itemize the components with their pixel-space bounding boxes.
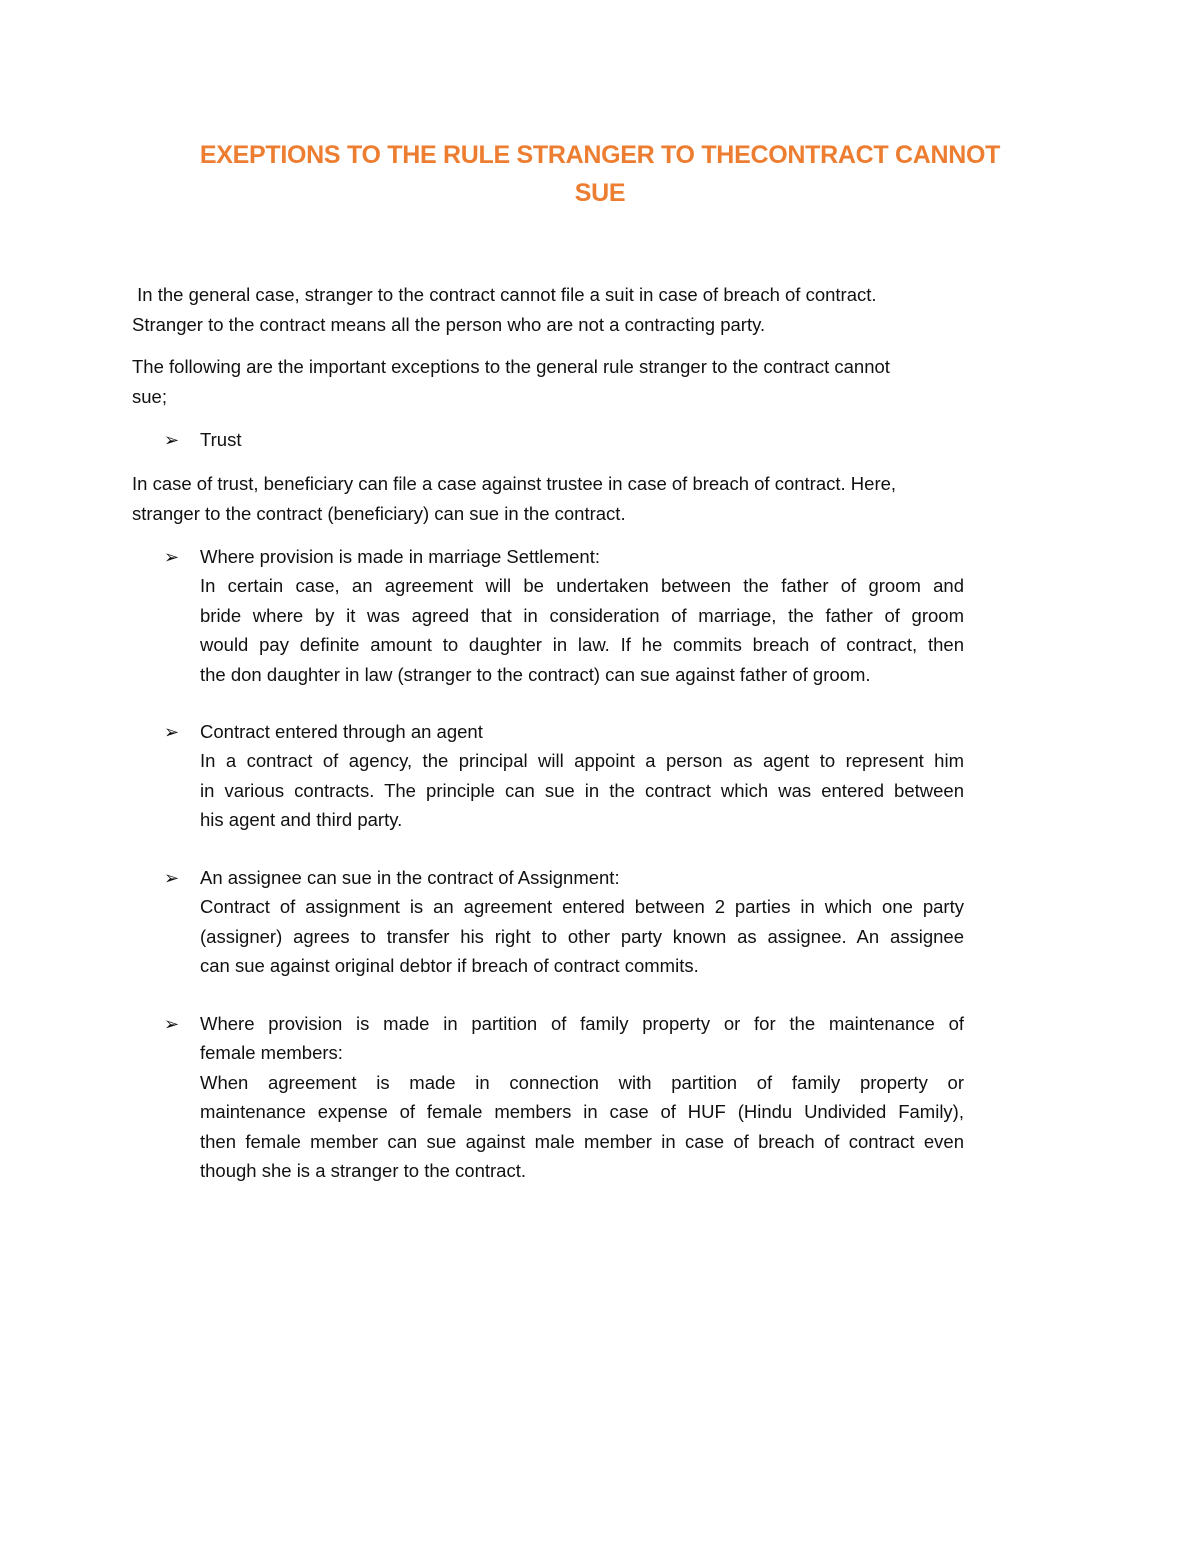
intro-line-1: In the general case, stranger to the contract cannot file a suit in case of breach of contract. — [132, 284, 877, 305]
partition-paragraph — [200, 1038, 964, 1186]
trust-line-2: stranger to the contract (beneficiary) can sue in the contract. — [132, 502, 626, 524]
title-line-2: SUE — [574, 179, 626, 207]
partition-line: When agreement is made in connection with partition of family property or — [200, 1071, 964, 1093]
title-line-1: EXEPTIONS TO THE RULE STRANGER TO THECONTRACT CANNOT — [199, 141, 1001, 169]
assignee-paragraph — [200, 892, 964, 981]
partition-line: then female member can sue against male member in case of breach of contract even — [200, 1130, 964, 1152]
partition-heading-line-1: Where provision is made in partition of family property or for the maintenance of — [200, 1013, 964, 1034]
following-line-1: The following are the important exceptions to the general rule stranger to the contract cannot — [132, 356, 890, 377]
assignee-heading: An assignee can sue in the contract of Assignment: — [200, 867, 620, 888]
bullet-trust — [164, 425, 241, 456]
arrow-bullet-icon: ➢ — [164, 722, 180, 743]
bullet-marriage — [164, 542, 600, 573]
marriage-heading: Where provision is made in marriage Settlement: — [200, 546, 600, 567]
agent-line: In a contract of agency, the principal will appoint a person as agent to represent him — [200, 750, 964, 771]
assignee-line: (assigner) agrees to transfer his right to other party known as assignee. An assignee — [200, 925, 964, 947]
bullet-agent — [164, 717, 483, 748]
trust-heading: Trust — [200, 429, 242, 450]
trust-line-1: In case of trust, beneficiary can file a case against trustee in case of breach of contract. Here, — [132, 473, 897, 494]
assignee-line: can sue against original debtor if breach of contract commits. — [200, 955, 699, 976]
partition-line: maintenance expense of female members in case of HUF (Hindu Undivided Family), — [200, 1101, 964, 1122]
arrow-bullet-icon: ➢ — [164, 547, 180, 568]
agent-heading: Contract entered through an agent — [200, 721, 483, 742]
arrow-bullet-icon: ➢ — [164, 1014, 180, 1035]
document-title — [120, 136, 1080, 212]
partition-line: though she is a stranger to the contract. — [200, 1160, 526, 1181]
following-line-2: sue; — [132, 385, 167, 407]
intro-paragraph — [132, 280, 877, 339]
intro-line-2: Stranger to the contract means all the person who are not a contracting party. — [132, 313, 766, 335]
partition-heading-line-2: female members: — [200, 1042, 343, 1063]
agent-paragraph — [200, 746, 964, 835]
marriage-line: would pay definite amount to daughter in law. If he commits breach of contract, then — [200, 634, 964, 655]
arrow-bullet-icon: ➢ — [164, 430, 180, 451]
marriage-line: bride where by it was agreed that in consideration of marriage, the father of groom — [200, 604, 964, 626]
agent-line: in various contracts. The principle can sue in the contract which was entered between — [200, 779, 964, 801]
marriage-line: the don daughter in law (stranger to the contract) can sue against father of groom. — [200, 663, 871, 685]
trust-paragraph — [132, 469, 896, 528]
marriage-paragraph — [200, 571, 964, 689]
assignee-line: Contract of assignment is an agreement entered between 2 parties in which one party — [200, 896, 964, 917]
following-paragraph — [132, 352, 890, 411]
bullet-partition — [164, 1009, 964, 1040]
marriage-line: In certain case, an agreement will be undertaken between the father of groom and — [200, 575, 964, 596]
arrow-bullet-icon: ➢ — [164, 868, 180, 889]
agent-line: his agent and third party. — [200, 809, 403, 830]
bullet-assignee — [164, 863, 620, 894]
